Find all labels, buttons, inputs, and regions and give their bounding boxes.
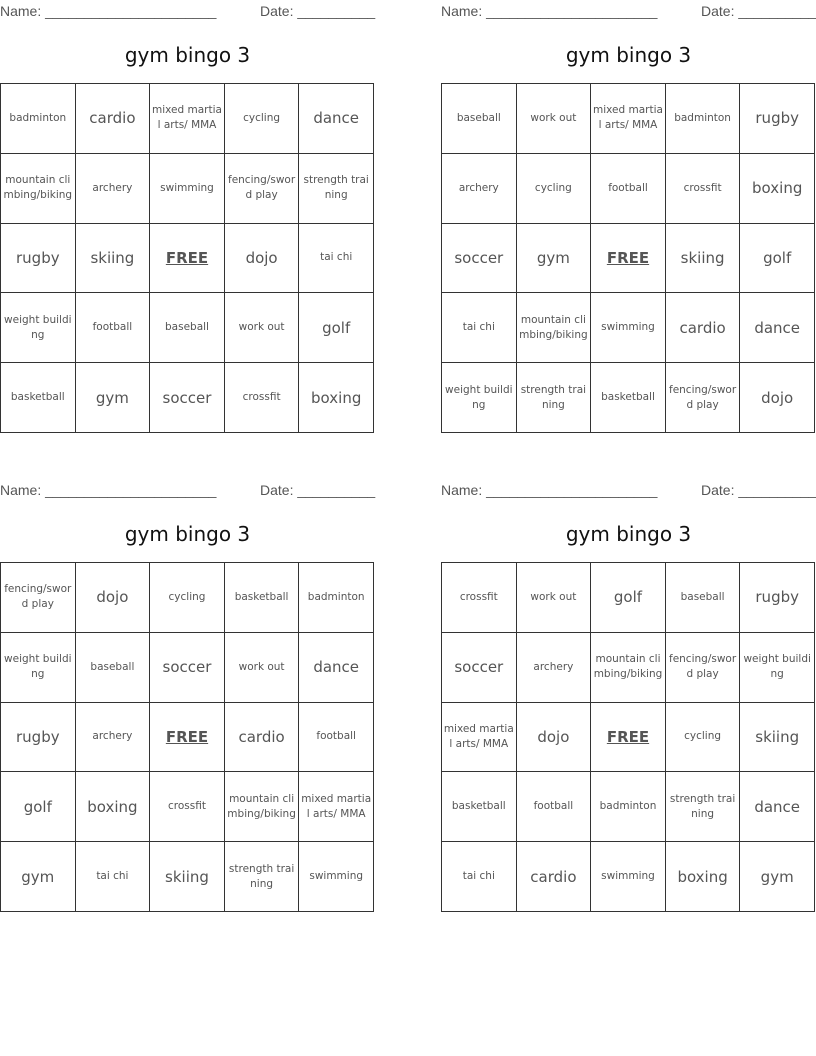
bingo-cell: cycling [150, 563, 225, 633]
bingo-cell: mountain climbing/biking [1, 154, 76, 224]
card-title: gym bingo 3 [124, 43, 251, 67]
bingo-cell: swimming [591, 293, 666, 363]
bingo-cell: cardio [76, 84, 151, 154]
card-title: gym bingo 3 [124, 522, 251, 546]
free-space-cell: FREE [591, 703, 666, 773]
card-title: gym bingo 3 [565, 522, 692, 546]
bingo-cell: strength training [225, 842, 300, 912]
free-space-cell: FREE [591, 224, 666, 294]
bingo-cell: gym [740, 842, 815, 912]
bingo-cell: mixed martial arts/ MMA [150, 84, 225, 154]
bingo-cell: weight building [740, 633, 815, 703]
bingo-cell: crossfit [666, 154, 741, 224]
bingo-cell: badminton [666, 84, 741, 154]
name-field-label: Name: ______________________ [441, 482, 658, 498]
bingo-cell: swimming [591, 842, 666, 912]
bingo-cell: fencing/sword play [666, 363, 741, 433]
bingo-cell: cardio [517, 842, 592, 912]
bingo-cell: dance [299, 633, 374, 703]
bingo-cell: basketball [1, 363, 76, 433]
bingo-cell: rugby [740, 84, 815, 154]
bingo-cell: mixed martial arts/ MMA [591, 84, 666, 154]
bingo-cell: skiing [150, 842, 225, 912]
bingo-cell: badminton [299, 563, 374, 633]
bingo-cell: badminton [591, 772, 666, 842]
bingo-card [441, 0, 816, 440]
bingo-card [441, 479, 816, 919]
bingo-card [0, 479, 375, 919]
bingo-cell: badminton [1, 84, 76, 154]
bingo-cell: tai chi [76, 842, 151, 912]
bingo-cell: soccer [150, 633, 225, 703]
bingo-cell: fencing/sword play [225, 154, 300, 224]
bingo-cell: baseball [150, 293, 225, 363]
bingo-cell: strength training [666, 772, 741, 842]
date-field-label: Date: __________ [701, 482, 816, 498]
bingo-cell: golf [1, 772, 76, 842]
date-field-label: Date: __________ [260, 3, 376, 19]
bingo-cell: fencing/sword play [1, 563, 76, 633]
bingo-cell: mixed martial arts/ MMA [442, 703, 517, 773]
bingo-cell: skiing [76, 224, 151, 294]
bingo-cell: baseball [442, 84, 517, 154]
bingo-cell: rugby [740, 563, 815, 633]
bingo-cell: cardio [225, 703, 300, 773]
bingo-cell: boxing [740, 154, 815, 224]
bingo-cell: mountain climbing/biking [225, 772, 300, 842]
bingo-cell: gym [76, 363, 151, 433]
bingo-cell: tai chi [442, 293, 517, 363]
bingo-cell: baseball [666, 563, 741, 633]
bingo-cell: swimming [150, 154, 225, 224]
bingo-cell: skiing [740, 703, 815, 773]
bingo-cell: archery [76, 154, 151, 224]
bingo-cell: crossfit [225, 363, 300, 433]
bingo-cell: basketball [442, 772, 517, 842]
free-space-cell: FREE [150, 224, 225, 294]
bingo-cell: work out [517, 563, 592, 633]
bingo-cell: weight building [1, 293, 76, 363]
bingo-cell: cardio [666, 293, 741, 363]
bingo-cell: archery [76, 703, 151, 773]
bingo-cell: boxing [299, 363, 374, 433]
bingo-grid [441, 83, 815, 433]
bingo-cell: dance [740, 293, 815, 363]
bingo-cell: basketball [591, 363, 666, 433]
bingo-cell: golf [740, 224, 815, 294]
bingo-cell: boxing [76, 772, 151, 842]
bingo-cell: crossfit [150, 772, 225, 842]
bingo-cell: football [517, 772, 592, 842]
bingo-cell: gym [1, 842, 76, 912]
bingo-cell: baseball [76, 633, 151, 703]
bingo-cell: gym [517, 224, 592, 294]
card-title: gym bingo 3 [565, 43, 692, 67]
bingo-cell: strength training [517, 363, 592, 433]
bingo-cell: archery [517, 633, 592, 703]
bingo-cell: mountain climbing/biking [591, 633, 666, 703]
bingo-cell: weight building [442, 363, 517, 433]
bingo-cell: strength training [299, 154, 374, 224]
bingo-cell: dance [740, 772, 815, 842]
bingo-cell: football [299, 703, 374, 773]
bingo-cell: tai chi [442, 842, 517, 912]
bingo-cell: dance [299, 84, 374, 154]
bingo-cell: mixed martial arts/ MMA [299, 772, 374, 842]
bingo-cell: work out [517, 84, 592, 154]
bingo-card [0, 0, 375, 440]
date-field-label: Date: __________ [701, 3, 816, 19]
bingo-cell: dojo [740, 363, 815, 433]
bingo-cell: dojo [517, 703, 592, 773]
bingo-cell: fencing/sword play [666, 633, 741, 703]
bingo-cell: cycling [225, 84, 300, 154]
free-space-cell: FREE [150, 703, 225, 773]
bingo-cell: soccer [150, 363, 225, 433]
bingo-cell: crossfit [442, 563, 517, 633]
bingo-cell: skiing [666, 224, 741, 294]
bingo-cell: golf [591, 563, 666, 633]
bingo-cell: mountain climbing/biking [517, 293, 592, 363]
bingo-cell: work out [225, 633, 300, 703]
bingo-cell: soccer [442, 633, 517, 703]
name-field-label: Name: ______________________ [0, 3, 217, 19]
name-field-label: Name: ______________________ [441, 3, 658, 19]
bingo-cell: tai chi [299, 224, 374, 294]
bingo-cell: dojo [76, 563, 151, 633]
bingo-cell: swimming [299, 842, 374, 912]
bingo-cell: boxing [666, 842, 741, 912]
bingo-grid [441, 562, 815, 912]
name-field-label: Name: ______________________ [0, 482, 217, 498]
bingo-cell: soccer [442, 224, 517, 294]
bingo-cell: cycling [666, 703, 741, 773]
bingo-cell: football [591, 154, 666, 224]
bingo-cell: dojo [225, 224, 300, 294]
bingo-grid [0, 83, 374, 433]
bingo-cell: golf [299, 293, 374, 363]
bingo-cell: rugby [1, 703, 76, 773]
bingo-cell: weight building [1, 633, 76, 703]
bingo-cell: cycling [517, 154, 592, 224]
bingo-cell: work out [225, 293, 300, 363]
bingo-grid [0, 562, 374, 912]
bingo-cell: basketball [225, 563, 300, 633]
bingo-cell: football [76, 293, 151, 363]
bingo-cell: rugby [1, 224, 76, 294]
bingo-cell: archery [442, 154, 517, 224]
date-field-label: Date: __________ [260, 482, 376, 498]
